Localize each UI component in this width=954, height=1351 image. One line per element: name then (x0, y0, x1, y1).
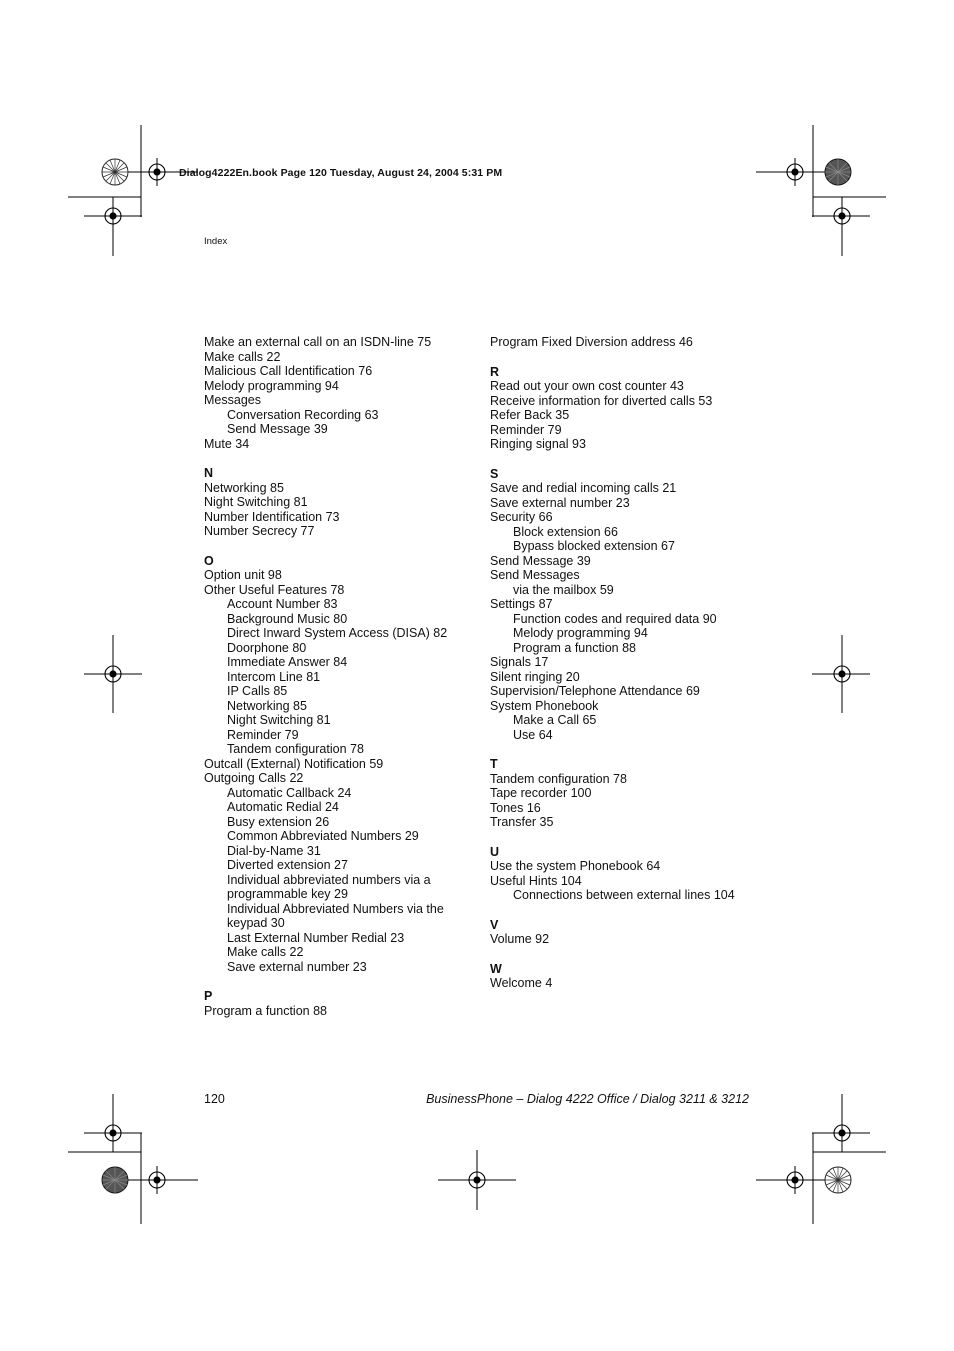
index-subentry: Make calls 22 (227, 945, 304, 959)
page-number: 120 (204, 1092, 225, 1106)
index-subentry: Automatic Callback 24 (227, 785, 352, 800)
index-entry: Send Messages (490, 568, 580, 582)
index-entry: Use the system Phonebook 64 (490, 859, 661, 873)
index-entry: Option unit 98 (204, 568, 282, 582)
index-entry: Supervision/Telephone Attendance 69 (490, 684, 700, 698)
index-subentry: Diverted extension 27 (227, 858, 348, 872)
index-subentry: Make a Call 65 (513, 713, 597, 727)
index-subentry: Background Music 80 (227, 611, 348, 626)
index-entry: Tape recorder 100 (490, 786, 592, 800)
index-entry: Ringing signal 93 (490, 437, 586, 451)
file-header: Dialog4222En.book Page 120 Tuesday, August 24, 2004 5:31 PM (179, 167, 503, 179)
index-subentry: programmable key 29 (227, 887, 348, 901)
index-subentry: Account Number 83 (227, 597, 338, 611)
book-title: BusinessPhone – Dialog 4222 Office / Dialog 3211 & 3212 (426, 1092, 749, 1106)
index-entry: Networking 85 (204, 480, 284, 495)
index-entry: Messages (204, 393, 261, 407)
index-entry: Tandem configuration 78 (490, 771, 627, 786)
index-entry: Other Useful Features 78 (204, 582, 345, 597)
index-subentry: Program a function 88 (513, 640, 636, 655)
index-subentry: Reminder 79 (227, 727, 299, 742)
section-letter: P (204, 989, 213, 1003)
index-entry: Outgoing Calls 22 (204, 771, 304, 785)
index-entry: Security 66 (490, 510, 553, 524)
index-subentry: Function codes and required data 90 (513, 611, 717, 626)
index-entry: Volume 92 (490, 932, 550, 946)
section-letter: R (490, 364, 500, 379)
index-subentry: Individual abbreviated numbers via a (227, 872, 431, 887)
index-entry: Malicious Call Identification 76 (204, 364, 373, 378)
section-letter: W (490, 961, 502, 976)
index-entry: Number Identification 73 (204, 509, 340, 524)
index-subentry: Busy extension 26 (227, 814, 330, 829)
index-subentry: Direct Inward System Access (DISA) 82 (227, 626, 448, 640)
index-entry: Transfer 35 (490, 815, 554, 829)
index-entry: Reminder 79 (490, 422, 562, 437)
section-letter: S (490, 466, 499, 481)
index-entry: Mute 34 (204, 436, 250, 451)
index-subentry: Last External Number Redial 23 (227, 930, 405, 945)
index-entry: Make calls 22 (204, 349, 281, 364)
index-entry: Signals 17 (490, 655, 549, 669)
index-entry: Outcall (External) Notification 59 (204, 756, 384, 771)
index-subentry: Immediate Answer 84 (227, 655, 348, 669)
section-letter: T (490, 757, 498, 771)
index-entry: Silent ringing 20 (490, 669, 580, 684)
index-entry: Save external number 23 (490, 495, 630, 510)
index-entry: Settings 87 (490, 597, 553, 611)
index-entry: Useful Hints 104 (490, 873, 582, 888)
index-column-left (204, 335, 474, 1018)
section-letter: N (204, 466, 214, 480)
index-subentry: via the mailbox 59 (513, 582, 614, 597)
index-entry: Tones 16 (490, 800, 541, 815)
index-entry: Read out your own cost counter 43 (490, 379, 684, 393)
section-letter: V (490, 917, 499, 932)
index-subentry: Conversation Recording 63 (227, 407, 379, 422)
index-subentry: Melody programming 94 (513, 626, 648, 640)
index-entry: Night Switching 81 (204, 495, 308, 509)
index-subentry: Block extension 66 (513, 524, 618, 539)
index-subentry: Send Message 39 (227, 422, 328, 436)
index-subentry: Connections between external lines 104 (513, 888, 735, 902)
index-entry: Send Message 39 (490, 553, 591, 568)
index-subentry: Automatic Redial 24 (227, 800, 339, 814)
section-letter: O (204, 553, 214, 568)
index-entry: Refer Back 35 (490, 408, 570, 422)
index-subentry: Common Abbreviated Numbers 29 (227, 829, 419, 843)
section-letter: U (490, 844, 500, 859)
index-subentry: Bypass blocked extension 67 (513, 539, 675, 553)
index-entry: System Phonebook (490, 698, 599, 713)
index-subentry: Use 64 (513, 727, 553, 742)
index-entry: Melody programming 94 (204, 378, 339, 393)
index-subentry: Save external number 23 (227, 959, 367, 974)
index-subentry: IP Calls 85 (227, 684, 288, 698)
index-entry: Receive information for diverted calls 53 (490, 393, 713, 408)
index-subentry: keypad 30 (227, 916, 285, 930)
running-header: Index (204, 236, 228, 247)
index-column-right (490, 335, 760, 991)
index-entry: Welcome 4 (490, 976, 553, 990)
index-subentry: Doorphone 80 (227, 640, 307, 655)
index-entry: Program a function 88 (204, 1003, 327, 1018)
index-entry: Number Secrecy 77 (204, 524, 315, 538)
index-subentry: Night Switching 81 (227, 713, 331, 727)
index-subentry: Dial-by-Name 31 (227, 843, 321, 858)
index-entry: Make an external call on an ISDN-line 75 (204, 335, 432, 349)
index-entry: Save and redial incoming calls 21 (490, 481, 677, 495)
index-subentry: Networking 85 (227, 698, 307, 713)
index-subentry: Intercom Line 81 (227, 669, 321, 684)
index-entry: Program Fixed Diversion address 46 (490, 335, 693, 349)
index-subentry: Tandem configuration 78 (227, 742, 364, 756)
index-subentry: Individual Abbreviated Numbers via the (227, 901, 444, 916)
